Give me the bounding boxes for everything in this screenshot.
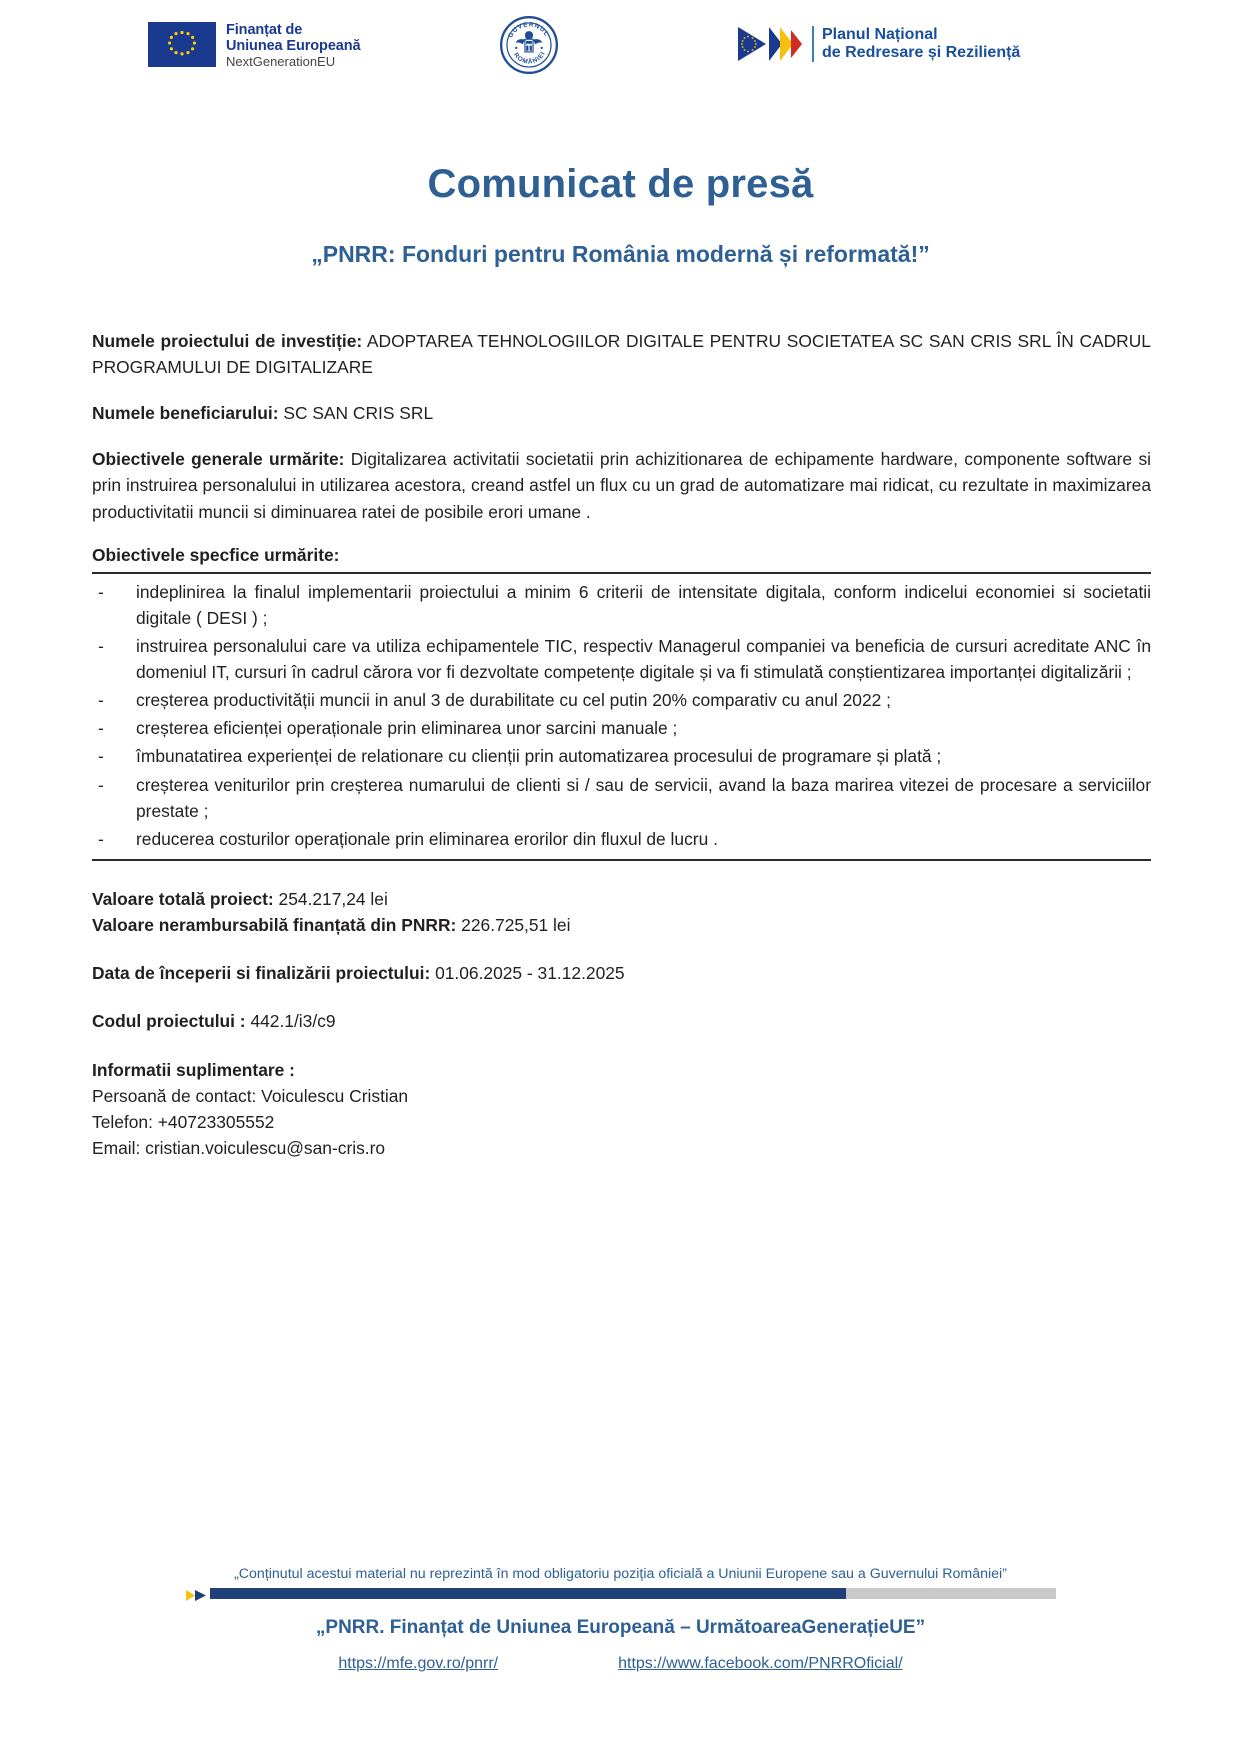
gov-seal-svg — [500, 16, 558, 74]
pnrr-logo-text — [812, 26, 1020, 62]
project-code-value: 442.1/i3/c9 — [245, 1011, 336, 1032]
eu-stars-icon — [148, 22, 216, 67]
bullet-marker: - — [98, 581, 104, 602]
project-name-value: ADOPTAREA TEHNOLOGIILOR DIGITALE PENTRU SOCIETATEA SC SAN CRIS SRL ÎN CADRUL PROGRAMULUI DE DIGITALIZARE — [92, 331, 1151, 378]
list-item — [92, 772, 1151, 824]
list-item — [92, 743, 1151, 769]
list-item — [92, 633, 1151, 685]
eu-funding-logo — [148, 22, 360, 69]
contact-person: Persoană de contact: Voiculescu Cristian — [92, 1085, 409, 1106]
list-item-text: reducerea costurilor operaționale prin eliminarea erorilor din fluxul de lucru . — [136, 828, 718, 849]
contact-email: Email: cristian.voiculescu@san-cris.ro — [92, 1137, 386, 1158]
footer-slogan: „PNRR. Finanțat de Uniunea Europeană – UrmătoareaGenerațieUE” — [315, 1617, 926, 1638]
footer-bar-blue-segment — [210, 1588, 846, 1599]
footer-bar-grey-segment — [846, 1588, 1056, 1599]
general-objectives-paragraph — [92, 446, 1151, 524]
footer-decorative-bar — [186, 1588, 1056, 1599]
grant-value-row — [92, 913, 1151, 939]
list-item — [92, 715, 1151, 741]
bullet-marker: - — [98, 690, 104, 711]
pnrr-logo-line1: Planul Național — [822, 26, 938, 44]
bullet-marker: - — [98, 718, 104, 739]
eu-logo-line3: NextGenerationEU — [226, 54, 336, 70]
list-item-text: instruirea personalului care va utiliza echipamentele TIC, respectiv Managerul companiei va beneficia de cursuri acreditate ANC în domeniul IT, cursuri în cadrul cărora vor fi dezvoltate competențe digitale și va fi stimulată conștientizarea importanței digitalizării ; — [136, 635, 1151, 683]
footer-links — [0, 1655, 1241, 1673]
svg-text:GUVERNUL: GUVERNUL — [507, 21, 551, 40]
header-logos — [0, 0, 1241, 100]
beneficiary-value: SC SAN CRIS SRL — [278, 403, 434, 424]
general-objectives-value: Digitalizarea activitatii societatii prin achizitionarea de echipamente hardware, componente software si prin instruirea personalului in utilizarea acestora, creand astfel un flux cu un grad de automatizare mai ridicat, cu rezultate in maximizarea productivitatii muncii si diminuarea ratei de posibile erori umane . — [92, 449, 1152, 522]
document-body — [0, 328, 1241, 1161]
total-value-label: Valoare totală proiect: — [92, 888, 274, 909]
list-item-text: creșterea productivității muncii in anul 3 de durabilitate cu cel putin 20% comparativ cu anul 2022 ; — [136, 690, 891, 711]
specific-objectives-heading: Obiectivele specfice urmărite: — [92, 544, 340, 565]
list-item-text: creșterea eficienței operaționale prin eliminarea unor sarcini manuale ; — [136, 718, 678, 739]
beneficiary-paragraph — [92, 400, 1151, 426]
project-name-label: Numele proiectului de investiție: — [92, 331, 363, 351]
pnrr-arrows-icon — [736, 24, 804, 64]
list-item-text: creșterea veniturilor prin creșterea numarului de clienti si / sau de servicii, avand la baza marirea vitezei de procesare a serviciilor prestate ; — [136, 774, 1151, 821]
contact-phone: Telefon: +40723305552 — [92, 1111, 275, 1132]
footer-bar-arrow-icon — [186, 1588, 210, 1599]
footer — [0, 1566, 1241, 1673]
footer-link-facebook[interactable]: https://www.facebook.com/PNRROficial/ — [618, 1655, 903, 1672]
additional-info-label: Informatii suplimentare : — [92, 1059, 295, 1080]
eu-logo-line2: Uniunea Europeană — [226, 37, 361, 54]
grant-value-label: Valoare nerambursabilă finanțată din PNRR: — [92, 914, 457, 935]
project-code-label: Codul proiectului : — [92, 1011, 246, 1032]
pnrr-logo — [736, 24, 1020, 64]
project-dates-label: Data de începerii si finalizării proiectului: — [92, 963, 431, 984]
bullet-marker: - — [98, 828, 104, 849]
page-title: Comunicat de presă — [427, 162, 814, 206]
footer-arrow-svg — [186, 1590, 210, 1601]
financial-values-block — [92, 887, 1151, 939]
bullet-marker: - — [98, 746, 104, 767]
list-item — [92, 579, 1151, 631]
general-objectives-label: Obiectivele generale urmărite: — [92, 449, 345, 470]
list-item — [92, 687, 1151, 713]
list-item-text: îmbunatatirea experienței de relationare cu clienții prin automatizarea procesului de programare și plată ; — [136, 746, 942, 767]
footer-disclaimer: „Conținutul acestui material nu reprezintă în mod obligatoriu poziția oficială a Uniunii Europene sau a Guvernului României” — [234, 1566, 1007, 1582]
bullet-marker: - — [98, 635, 104, 656]
total-value-row — [92, 887, 1151, 913]
additional-info-block — [92, 1057, 1151, 1161]
svg-text:ROMÂNIEI: ROMÂNIEI — [511, 50, 548, 66]
eu-logo-text — [226, 22, 360, 69]
specific-objectives-list — [92, 572, 1151, 861]
footer-link-mfe[interactable]: https://mfe.gov.ro/pnrr/ — [338, 1655, 499, 1672]
bullet-marker: - — [98, 774, 104, 795]
eu-flag-icon — [148, 22, 216, 67]
project-code-row — [92, 1008, 1151, 1034]
project-dates-row — [92, 960, 1151, 986]
list-item-text: indeplinirea la finalul implementarii proiectului a minim 6 criterii de intensitate digitala, conform indicelui economiei si societatii digitale ( DESI ) ; — [136, 581, 1151, 628]
beneficiary-label: Numele beneficiarului: — [92, 403, 279, 424]
project-dates-value: 01.06.2025 - 31.12.2025 — [430, 963, 625, 984]
project-name-paragraph — [92, 328, 1151, 380]
pnrr-logo-line2: de Redresare și Reziliență — [822, 44, 1021, 61]
page-subtitle: „PNRR: Fonduri pentru România modernă și reformată!” — [311, 241, 930, 267]
eu-logo-line1: Finanțat de — [226, 22, 303, 38]
total-value: 254.217,24 lei — [273, 888, 388, 909]
list-item — [92, 826, 1151, 852]
grant-value: 226.725,51 lei — [456, 914, 571, 935]
romanian-government-seal-icon — [500, 16, 558, 74]
